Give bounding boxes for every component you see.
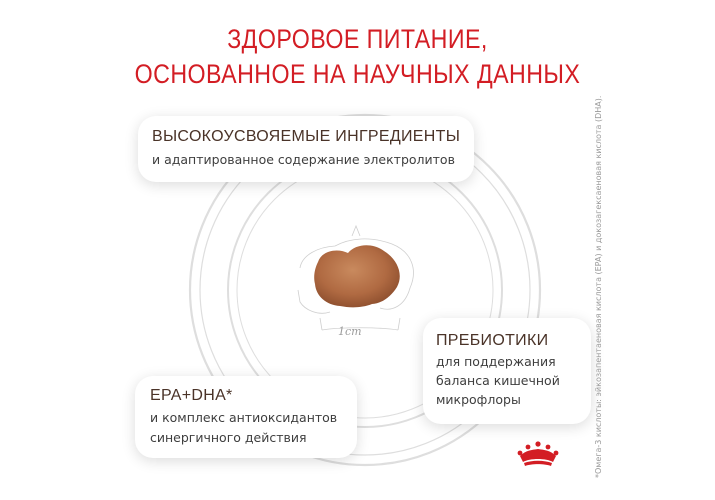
royal-canin-crown-logo-icon — [516, 440, 560, 468]
card-prebiotics-line: микрофлоры — [436, 392, 521, 407]
scale-label: 1cm — [338, 325, 362, 338]
card-prebiotics-line: для поддержания — [436, 354, 556, 369]
card-epa-dha-title: EPA+DHA* — [150, 387, 233, 404]
card-epa-dha-line: синергичного действия — [150, 430, 307, 445]
card-epa-dha-line: и комплекс антиоксидантов — [150, 410, 338, 425]
card-prebiotics-title: ПРЕБИОТИКИ — [436, 332, 549, 349]
headline-line-2: ОСНОВАННОЕ НА НАУЧНЫХ ДАННЫХ — [134, 59, 581, 89]
card-ingredients-title: ВЫСОКОУСВОЯЕМЫЕ ИНГРЕДИЕНТЫ — [152, 128, 461, 145]
card-prebiotics — [423, 318, 591, 424]
kibble-piece — [314, 245, 400, 307]
card-ingredients — [138, 116, 474, 182]
card-ingredients-text: и адаптированное содержание электролитов — [152, 152, 455, 167]
footnote: *Омега-3 кислоты: эйкозапентаеновая кислота (EPA) и докозагексаеновая кислота (DHA). — [594, 95, 603, 478]
card-epa-dha — [135, 376, 357, 458]
headline-line-1: ЗДОРОВОЕ ПИТАНИЕ, — [227, 24, 488, 54]
card-prebiotics-line: баланса кишечной — [436, 373, 560, 388]
